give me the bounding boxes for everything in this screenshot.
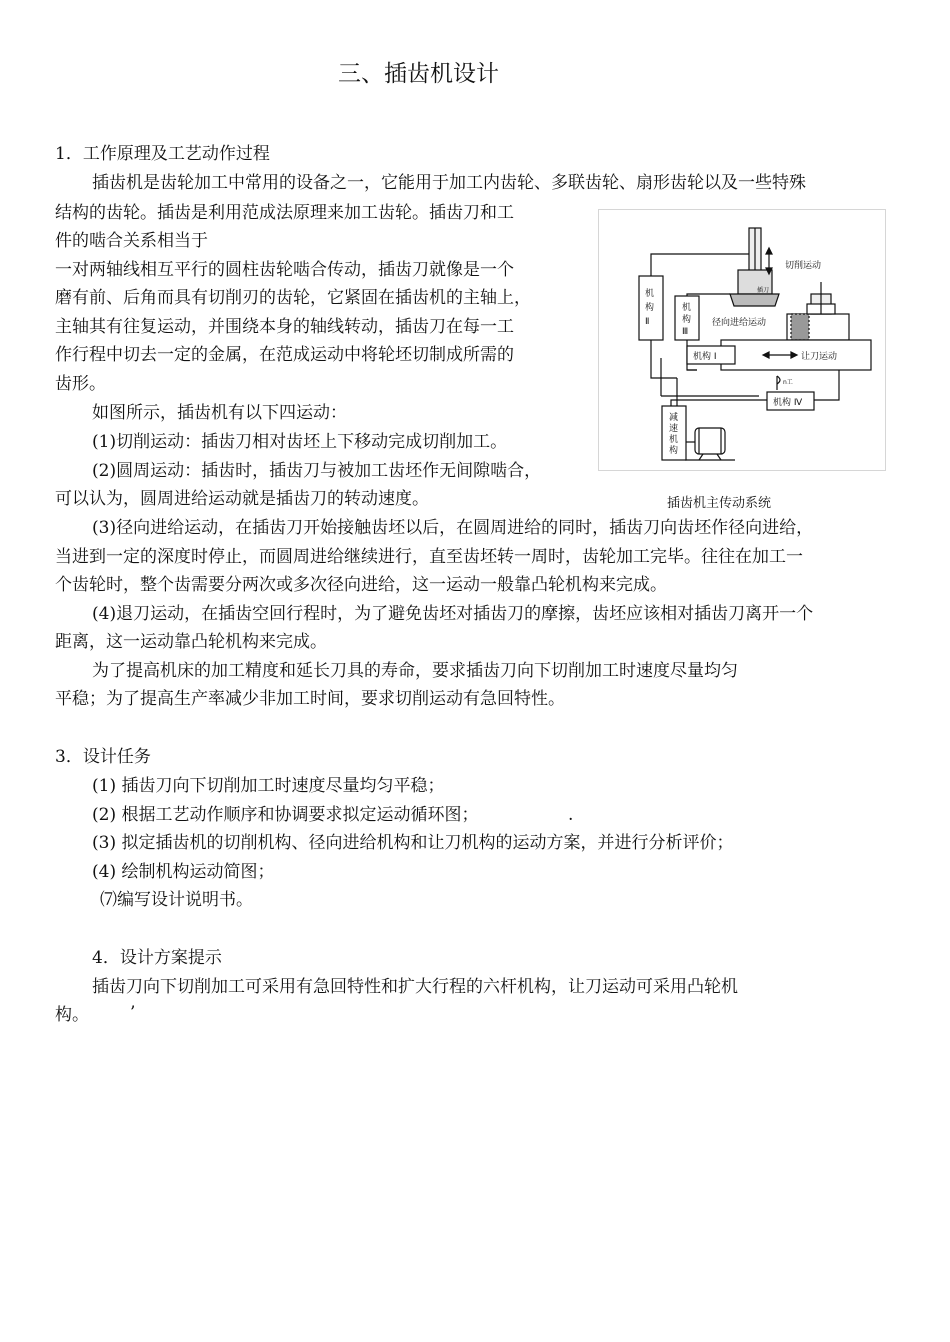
section-1-heading: 1．工作原理及工艺动作过程 [55,144,270,164]
paragraph-line: 结构的齿轮。插齿是利用范成法原理来加工齿轮。插齿刀和工 [55,203,514,223]
label-mech3-char: Ⅲ [682,327,689,337]
label-reducer-char: 减 [669,413,679,423]
label-reducer-char: 速 [669,424,679,434]
label-mech4: 机构 Ⅳ [773,398,803,408]
page-title: 三、插齿机设计 [338,61,499,87]
hint-line: 构。 [55,1005,89,1025]
label-mech2-char: 构 [645,303,655,313]
hint-line: 插齿刀向下切削加工可采用有急回特性和扩大行程的六杆机构，让刀运动可采用凸轮机 [92,977,738,997]
motion-4-line: (4)退刀运动，在插齿空回行程时，为了避免齿坯对插齿刀的摩擦，齿坯应该相对插齿刀离开一个 [92,604,814,624]
label-mech3-char: 构 [682,315,692,325]
paragraph-line: 磨有前、后角而具有切削刃的齿轮，它紧固在插齿机的主轴上， [55,288,531,308]
transmission-diagram [598,209,886,471]
task-item: (2) 根据工艺动作顺序和协调要求拟定运动循环图； [92,805,479,825]
stray-comma: ’ [130,1003,136,1023]
task-item: (1) 插齿刀向下切削加工时速度尽量均匀平稳； [92,776,445,796]
label-mech2-char: Ⅱ [645,317,650,327]
label-reducer-char: 机 [669,435,679,445]
figure-caption: 插齿机主传动系统 [667,496,772,511]
paragraph-line: 齿形。 [55,374,106,394]
label-work-mark: n工 [783,379,793,386]
label-cut: 切削运动 [785,261,822,271]
motion-2-line: 可以认为，圆周进给运动就是插齿刀的转动速度。 [55,489,429,509]
diagram-svg [599,210,885,470]
task-item: ⑺编写设计说明书。 [100,890,253,910]
motion-3-line: (3)径向进给运动，在插齿刀开始接触齿坯以后，在圆周进给的同时，插齿刀向齿坯作径向进给， [92,518,814,538]
label-retract: 让刀运动 [801,352,838,362]
requirement-line: 平稳；为了提高生产率减少非加工时间，要求切削运动有急回特性。 [55,689,565,709]
motion-3-line: 当进到一定的深度时停止，而圆周进给继续进行，直至齿坯转一周时，齿轮加工完毕。往往在加工一 [55,547,803,567]
task-item: (4) 绘制机构运动简图； [92,862,275,882]
label-cutter-mark: 插刀 [757,287,770,294]
task-item: (3) 拟定插齿机的切削机构、径向进给机构和让刀机构的运动方案，并进行分析评价； [92,833,734,853]
requirement-line: 为了提高机床的加工精度和延长刀具的寿命，要求插齿刀向下切削加工时速度尽量均匀 [92,661,738,681]
motion-3-line: 个齿轮时，整个齿需要分两次或多次径向进给，这一运动一般靠凸轮机构来完成。 [55,575,667,595]
label-mech1: 机构 I [693,352,717,362]
paragraph-line: 主轴其有往复运动，并围绕本身的轴线转动，插齿刀在每一工 [55,317,514,337]
motion-1: (1)切削运动：插齿刀相对齿坯上下移动完成切削加工。 [92,432,508,452]
paragraph-line: 件的啮合关系相当于 [55,231,208,251]
section-3-heading: 3．设计任务 [55,747,151,767]
section-4-heading: 4．设计方案提示 [92,948,222,968]
motions-intro: 如图所示，插齿机有以下四运动： [92,403,347,423]
paragraph-line: 插齿机是齿轮加工中常用的设备之一，它能用于加工内齿轮、多联齿轮、扇形齿轮以及一些特殊 [92,173,806,193]
label-radial: 径向进给运动 [712,318,767,328]
label-mech2-char: 机 [645,289,655,299]
paragraph-line: 一对两轴线相互平行的圆柱齿轮啮合传动，插齿刀就像是一个 [55,260,514,280]
motion-2-line: (2)圆周运动：插齿时，插齿刀与被加工齿坯作无间隙啮合， [92,461,542,481]
motion-4-line: 距离，这一运动靠凸轮机构来完成。 [55,632,327,652]
label-mech3-char: 机 [682,303,692,313]
paragraph-line: 作行程中切去一定的金属，在范成运动中将轮坯切制成所需的 [55,345,514,365]
stray-dot: . [568,805,574,825]
label-reducer-char: 构 [669,446,679,456]
